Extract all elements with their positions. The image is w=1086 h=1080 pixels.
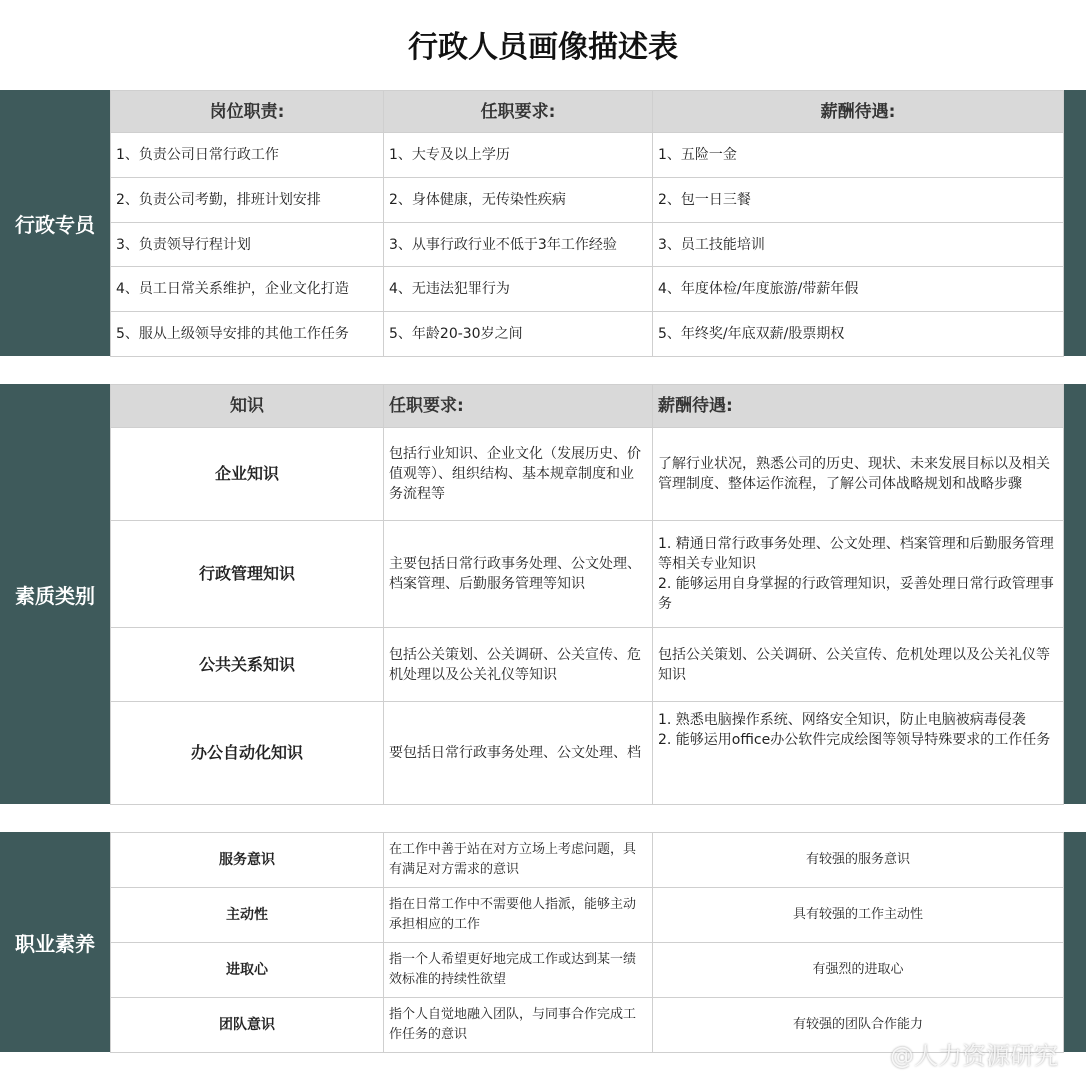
cell: 2、身体健康，无传染性疾病	[384, 178, 653, 223]
cell: 4、年度体检/年度旅游/带薪年假	[653, 267, 1064, 312]
cell: 有强烈的进取心	[653, 943, 1064, 998]
cell: 在工作中善于站在对方立场上考虑问题，具有满足对方需求的意识	[384, 833, 653, 888]
cell: 1、五险一金	[653, 133, 1064, 178]
cell: 了解行业状况，熟悉公司的历史、现状、未来发展目标以及相关管理制度、整体运作流程，了解公司体战略规划和战略步骤	[653, 428, 1064, 521]
cell: 2、包一日三餐	[653, 178, 1064, 223]
section-professional-quality	[0, 832, 1086, 1052]
table-row	[111, 943, 1064, 998]
cell: 包括行业知识、企业文化（发展历史、价值观等）、组织结构、基本规章制度和业务流程等	[384, 428, 653, 521]
section-admin-specialist	[0, 90, 1086, 356]
header-cell: 岗位职责:	[111, 91, 384, 133]
table-row	[111, 223, 1064, 267]
page-title: 行政人员画像描述表	[408, 30, 678, 65]
right-strip	[1063, 90, 1086, 356]
cell: 包括公关策划、公关调研、公关宣传、危机处理以及公关礼仪等知识	[384, 628, 653, 702]
cell-line: 1. 熟悉电脑操作系统、网络安全知识，防止电脑被病毒侵袭	[658, 712, 1026, 728]
cell: 3、负责领导行程计划	[111, 223, 384, 267]
cell: 2、负责公司考勤，排班计划安排	[111, 178, 384, 223]
cell: 主要包括日常行政事务处理、公文处理、档案管理、后勤服务管理等知识	[384, 521, 653, 628]
table-row	[111, 833, 1064, 888]
cell: 要包括日常行政事务处理、公文处理、档	[384, 702, 653, 805]
section-label: 职业素养	[0, 832, 110, 1052]
cell: 服务意识	[111, 833, 384, 888]
table-3	[110, 832, 1064, 1053]
header-cell: 薪酬待遇:	[653, 385, 1064, 428]
cell: 公共关系知识	[111, 628, 384, 702]
table-row	[111, 888, 1064, 943]
cell	[653, 702, 1064, 805]
table-row	[111, 312, 1064, 357]
cell: 有较强的服务意识	[653, 833, 1064, 888]
table-1	[110, 90, 1064, 357]
cell: 包括公关策划、公关调研、公关宣传、危机处理以及公关礼仪等知识	[653, 628, 1064, 702]
cell: 主动性	[111, 888, 384, 943]
header-row	[111, 385, 1064, 428]
cell: 4、员工日常关系维护，企业文化打造	[111, 267, 384, 312]
table-row	[111, 628, 1064, 702]
header-cell: 任职要求:	[384, 91, 653, 133]
table-row	[111, 702, 1064, 805]
cell: 3、员工技能培训	[653, 223, 1064, 267]
header-cell: 薪酬待遇:	[653, 91, 1064, 133]
right-strip	[1063, 384, 1086, 804]
cell: 4、无违法犯罪行为	[384, 267, 653, 312]
watermark: @人力资源研究	[890, 1042, 1058, 1070]
cell: 有较强的团队合作能力	[653, 998, 1064, 1053]
table-2	[110, 384, 1064, 805]
table-row	[111, 178, 1064, 223]
cell: 企业知识	[111, 428, 384, 521]
cell: 3、从事行政行业不低于3年工作经验	[384, 223, 653, 267]
cell: 行政管理知识	[111, 521, 384, 628]
cell: 1、大专及以上学历	[384, 133, 653, 178]
cell: 具有较强的工作主动性	[653, 888, 1064, 943]
cell: 进取心	[111, 943, 384, 998]
header-row	[111, 91, 1064, 133]
section-label: 素质类别	[0, 384, 110, 804]
right-strip	[1063, 832, 1086, 1052]
cell: 5、年龄20-30岁之间	[384, 312, 653, 357]
cell-line: 2. 能够运用自身掌握的行政管理知识，妥善处理日常行政管理事务	[658, 576, 1054, 612]
section-label: 行政专员	[0, 90, 110, 356]
cell	[653, 521, 1064, 628]
table-row	[111, 267, 1064, 312]
cell-line: 1. 精通日常行政事务处理、公文处理、档案管理和后勤服务管理等相关专业知识	[658, 536, 1054, 572]
cell: 1、负责公司日常行政工作	[111, 133, 384, 178]
table-row	[111, 428, 1064, 521]
header-cell: 任职要求:	[384, 385, 653, 428]
table-row	[111, 521, 1064, 628]
header-cell: 知识	[111, 385, 384, 428]
section-quality-category	[0, 384, 1086, 804]
cell: 指个人自觉地融入团队，与同事合作完成工作任务的意识	[384, 998, 653, 1053]
cell: 指在日常工作中不需要他人指派，能够主动承担相应的工作	[384, 888, 653, 943]
cell: 5、年终奖/年底双薪/股票期权	[653, 312, 1064, 357]
cell: 指一个人希望更好地完成工作或达到某一绩效标准的持续性欲望	[384, 943, 653, 998]
table-row	[111, 133, 1064, 178]
cell: 办公自动化知识	[111, 702, 384, 805]
cell-line: 2. 能够运用office办公软件完成绘图等领导特殊要求的工作任务	[658, 732, 1051, 748]
cell: 5、服从上级领导安排的其他工作任务	[111, 312, 384, 357]
cell: 团队意识	[111, 998, 384, 1053]
